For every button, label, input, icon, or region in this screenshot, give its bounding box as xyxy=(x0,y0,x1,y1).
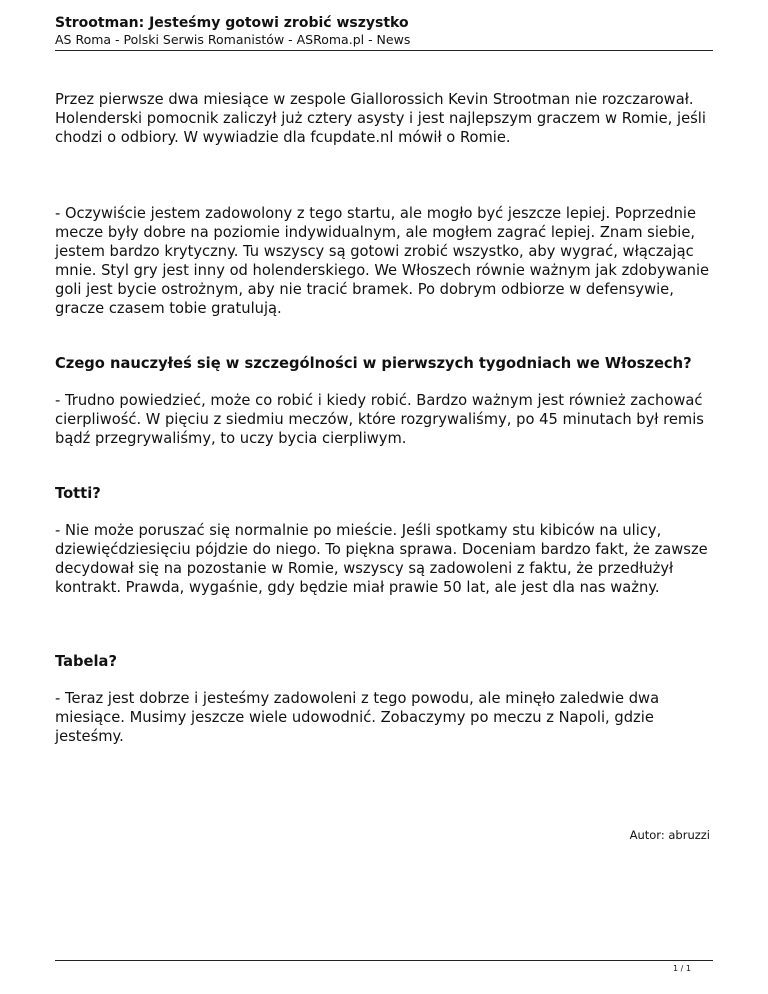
question-heading-4: Tabela? xyxy=(55,653,117,670)
page-number: 1 / 1 xyxy=(673,964,691,973)
site-subtitle: AS Roma - Polski Serwis Romanistów - ASRoma.pl - News xyxy=(55,32,411,47)
header-divider xyxy=(55,50,713,51)
question-heading-3: Totti? xyxy=(55,485,101,502)
page-header xyxy=(55,14,713,48)
article-body xyxy=(55,90,720,746)
question-heading-2: Czego nauczyłeś się w szczególności w pierwszych tygodniach we Włoszech? xyxy=(55,355,692,372)
answer-paragraph-3: - Nie może poruszać się normalnie po mieście. Jeśli spotkamy stu kibiców na ulicy, dziewięćdziesięciu pójdzie do niego. To piękna sprawa. Doceniam bardzo fakt, że zawsze decydował się na pozostanie w Romie, wszyscy są zadowoleni z faktu, że przedłużył kontrakt. Prawda, wygaśnie, gdy będzie miał prawie 50 lat, ale jest dla nas ważny. xyxy=(55,522,708,596)
article-title: Strootman: Jesteśmy gotowi zrobić wszystko xyxy=(55,15,409,31)
author-credit: Autor: abruzzi xyxy=(629,828,710,842)
footer-divider xyxy=(55,960,713,961)
answer-paragraph-1: - Oczywiście jestem zadowolony z tego startu, ale mogło być jeszcze lepiej. Poprzednie mecze były dobre na poziomie indywidualnym, ale mogłem zagrać lepiej. Znam siebie, jestem bardzo krytyczny. Tu wszyscy są gotowi zrobić wszystko, aby wygrać, włączając mnie. Styl gry jest inny od holenderskiego. We Włoszech równie ważnym jak zdobywanie goli jest bycie ostrożnym, aby nie tracić bramek. Po dobrym odbiorze w defensywie, gracze czasem tobie gratulują. xyxy=(55,205,710,317)
answer-paragraph-4: - Teraz jest dobrze i jesteśmy zadowoleni z tego powodu, ale minęło zaledwie dwa miesiące. Musimy jeszcze wiele udowodnić. Zobaczymy po meczu z Napoli, gdzie jesteśmy. xyxy=(55,690,660,745)
intro-paragraph: Przez pierwsze dwa miesiące w zespole Giallorossich Kevin Strootman nie rozczarował. Holenderski pomocnik zaliczył już cztery asysty i jest najlepszym graczem w Romie, jeśli chodzi o odbiory. W wywiadzie dla fcupdate.nl mówił o Romie. xyxy=(55,91,706,146)
answer-paragraph-2: - Trudno powiedzieć, może co robić i kiedy robić. Bardzo ważnym jest również zachować cierpliwość. W pięciu z siedmiu meczów, które rozgrywaliśmy, po 45 minutach był remis bądź przegrywaliśmy, to uczy bycia cierpliwym. xyxy=(55,392,704,447)
